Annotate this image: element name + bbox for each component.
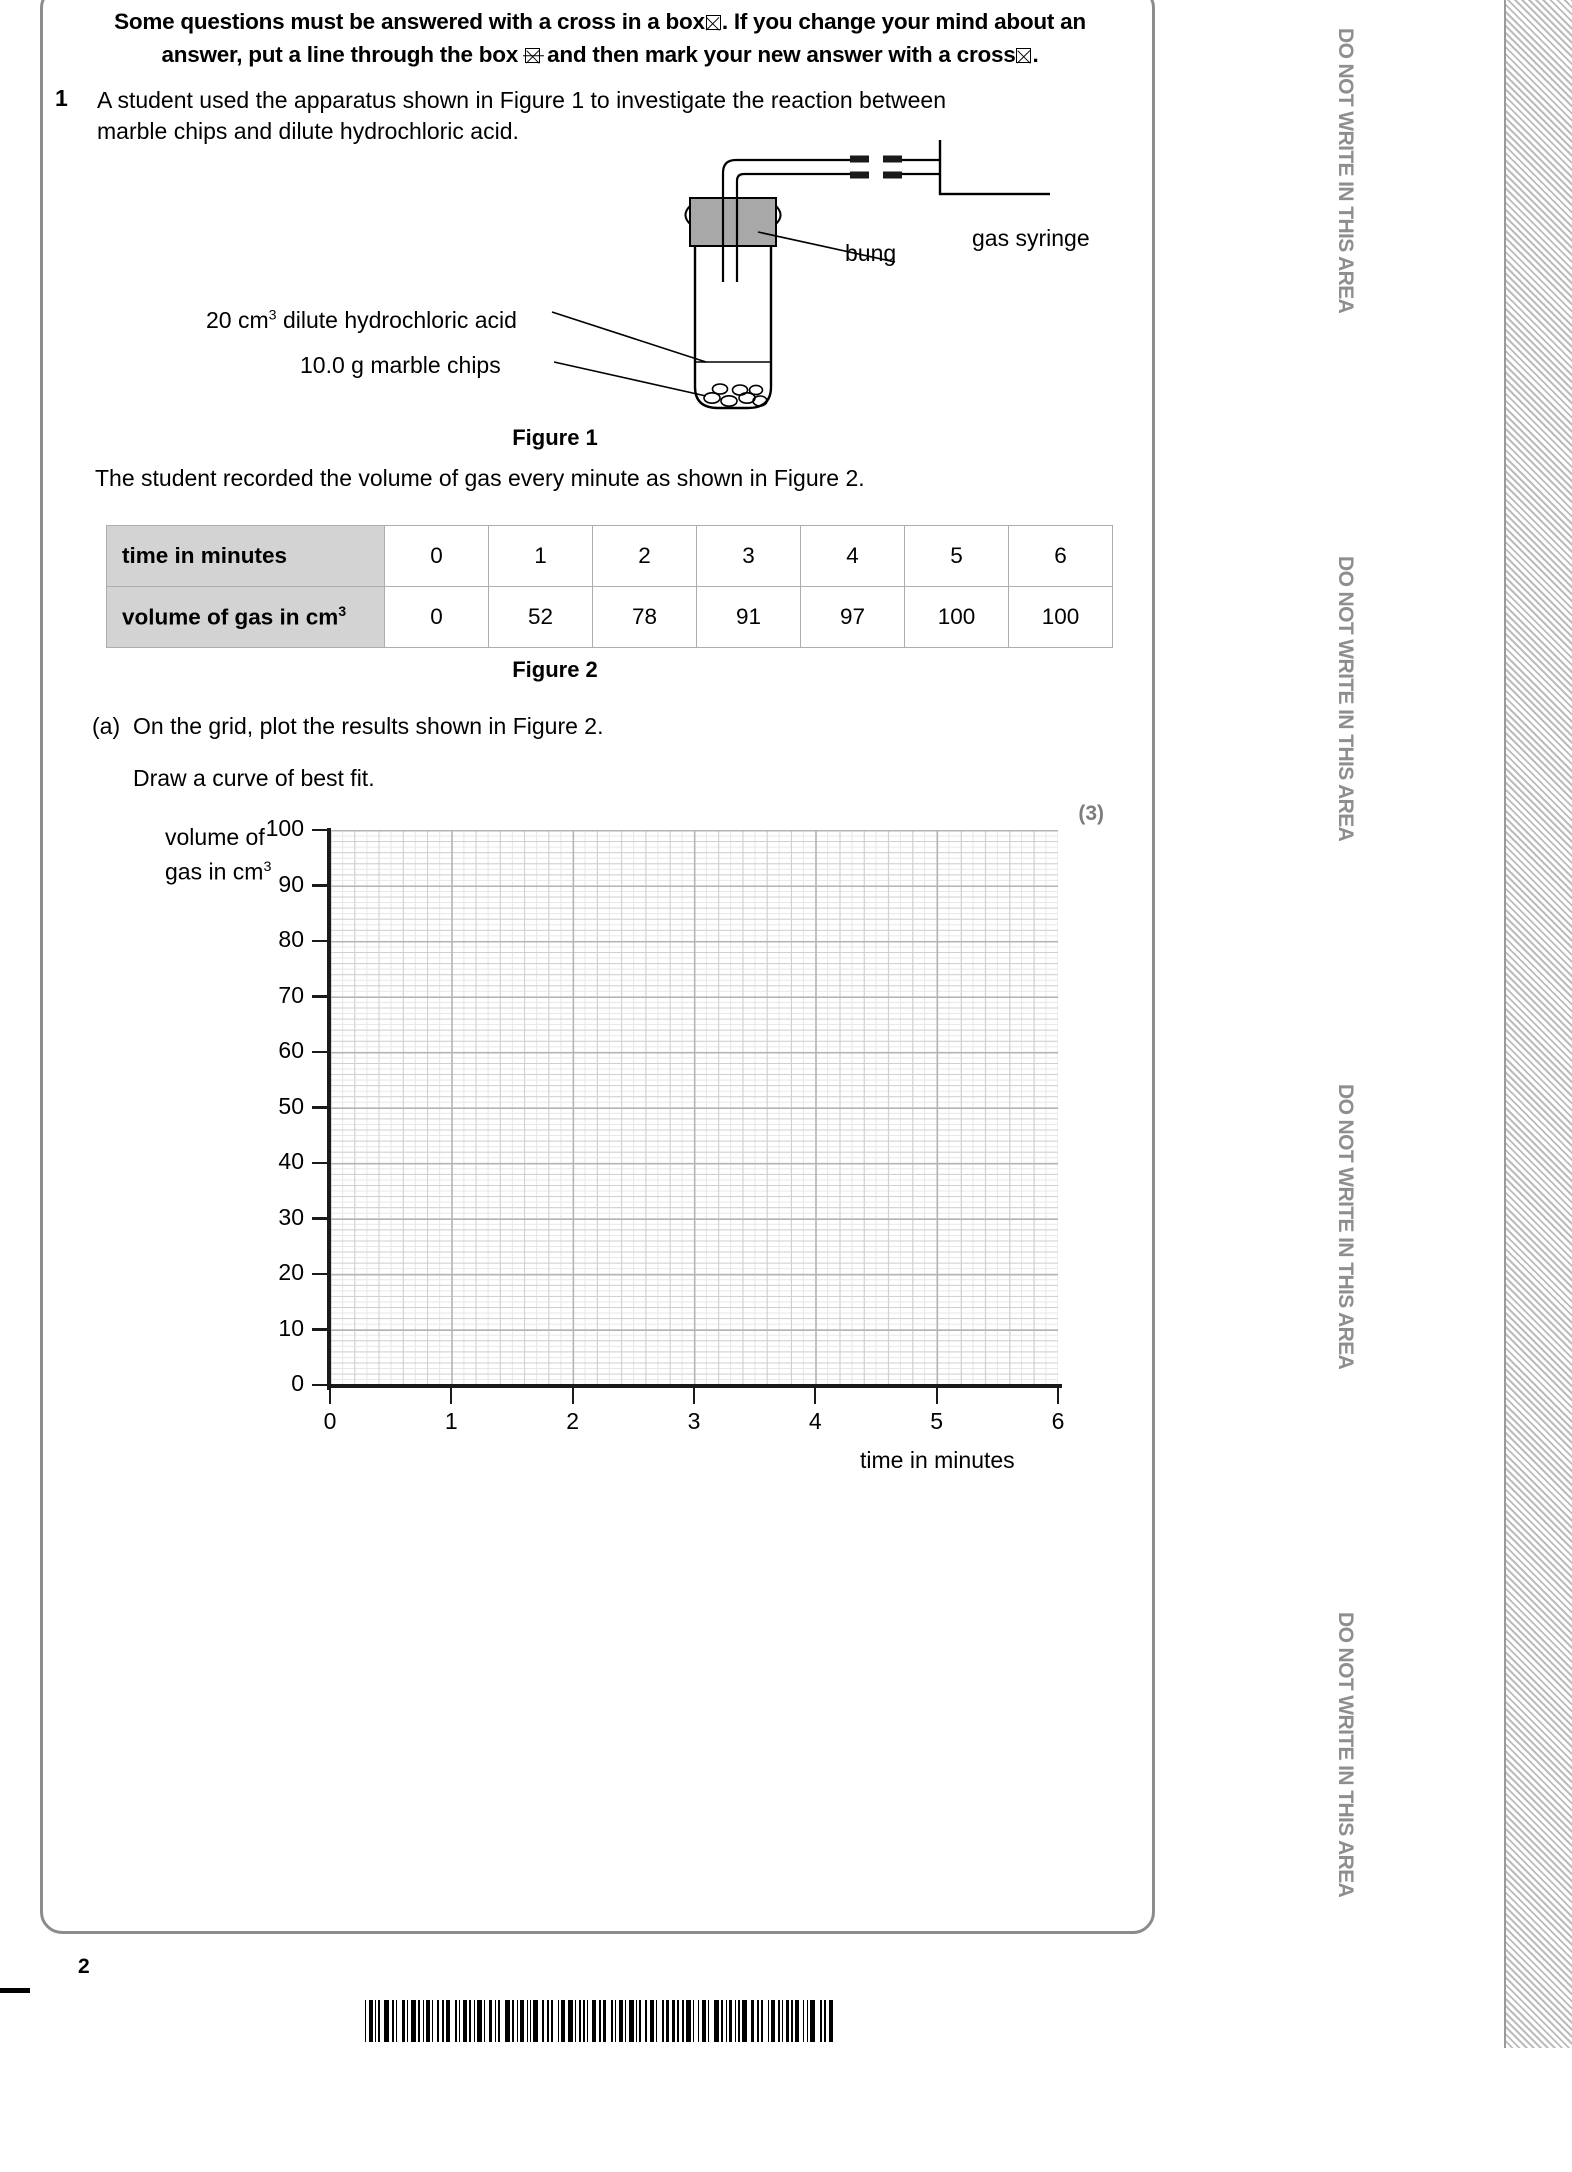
question-number: 1 [55, 85, 68, 111]
table-cell-volume-2: 78 [593, 587, 697, 648]
instruction-line2-part3: . [1032, 42, 1039, 67]
gas-syringe-barrel [940, 140, 1050, 194]
table-cell-volume-5: 100 [905, 587, 1009, 648]
table-row-header-volume-text: volume of gas in cm [122, 604, 339, 630]
y-tick-10 [312, 1328, 328, 1330]
marble-chips-icon [704, 384, 767, 406]
instruction-line1-part2: . If you change your mind about an [721, 9, 1086, 34]
x-tick-label-1: 1 [444, 1408, 458, 1434]
y-axis-line [327, 828, 331, 1390]
x-tick-label-4: 4 [808, 1408, 822, 1434]
table-cell-time-1: 1 [489, 526, 593, 587]
y-tick-label-0: 0 [291, 1370, 304, 1396]
sidebar-notice-2: DO NOT WRITE IN THIS AREA [1334, 556, 1357, 842]
x-tick-1 [450, 1388, 452, 1404]
table-row-time [107, 526, 1113, 587]
table-cell-volume-6: 100 [1009, 587, 1113, 648]
sidebar-notice-4: DO NOT WRITE IN THIS AREA [1334, 1612, 1357, 1898]
y-axis-label-line2: gas in cm [165, 858, 264, 885]
x-tick-3 [693, 1388, 695, 1404]
x-tick-label-0: 0 [323, 1408, 337, 1434]
label-acid-rest: dilute hydrochloric acid [276, 307, 517, 333]
instruction-line2-part2: and then mark your new answer with a cross [547, 42, 1016, 67]
sidebar-border [1504, 0, 1506, 2048]
table-row-header-volume-sup: 3 [338, 603, 347, 620]
y-tick-label-70: 70 [278, 981, 304, 1008]
bung-shape [690, 198, 776, 246]
table-cell-time-3: 3 [697, 526, 801, 587]
y-tick-90 [312, 884, 328, 886]
sidebar-notice-3: DO NOT WRITE IN THIS AREA [1334, 1084, 1357, 1370]
instruction-header [70, 5, 1130, 71]
figure2-caption: Figure 2 [512, 657, 598, 682]
leader-line-acid [552, 312, 706, 362]
label-acid-sup: 3 [268, 307, 277, 324]
y-tick-label-30: 30 [278, 1203, 304, 1230]
y-axis-label-line1: volume of [165, 824, 265, 850]
struck-cross-box-icon [525, 48, 540, 63]
x-tick-label-5: 5 [930, 1408, 944, 1434]
y-tick-label-80: 80 [278, 926, 304, 952]
page-number: 2 [78, 1955, 90, 1978]
x-tick-label-3: 3 [687, 1408, 701, 1434]
y-tick-label-50: 50 [278, 1092, 304, 1119]
cross-box-icon [706, 15, 721, 30]
x-tick-label-6: 6 [1051, 1408, 1065, 1434]
table-cell-time-2: 2 [593, 526, 697, 587]
sidebar-hatch-pattern [1504, 0, 1572, 2048]
y-tick-40 [312, 1162, 328, 1164]
table-row-header-volume [107, 587, 385, 648]
test-tube-outline [695, 228, 771, 408]
tube-connector-gap-bottom [869, 172, 883, 179]
table-cell-volume-1: 52 [489, 587, 593, 648]
y-tick-0 [312, 1384, 328, 1386]
question-stem: A student used the apparatus shown in Figure 1 to investigate the reaction between marble chips and dilute hydrochloric acid. [97, 87, 947, 144]
x-tick-2 [572, 1388, 574, 1404]
figure1-apparatus-diagram [150, 140, 1050, 430]
y-tick-label-10: 10 [278, 1314, 304, 1341]
x-tick-0 [329, 1388, 331, 1404]
tube-connector-gap-top [869, 156, 883, 163]
x-tick-4 [814, 1388, 816, 1404]
x-tick-5 [936, 1388, 938, 1404]
y-tick-label-60: 60 [278, 1037, 304, 1063]
table-cell-volume-0: 0 [385, 587, 489, 648]
label-dilute-hydrochloric-acid [206, 307, 517, 334]
part-a-label: (a) [92, 713, 121, 739]
footer-crop-mark [0, 1988, 30, 1993]
y-tick-label-100: 100 [265, 815, 304, 841]
instruction-line1-part1: Some questions must be answered with a cross in a box [114, 9, 705, 34]
answer-graph[interactable] [130, 815, 1110, 1473]
do-not-write-sidebar [1372, 0, 1572, 2048]
leader-line-marble [554, 362, 706, 396]
label-marble-chips: 10.0 g marble chips [300, 352, 501, 378]
table-cell-volume-3: 91 [697, 587, 801, 648]
y-tick-60 [312, 1051, 328, 1053]
sidebar-notice-1: DO NOT WRITE IN THIS AREA [1334, 28, 1357, 314]
label-acid-volume: 20 cm [206, 307, 269, 333]
graph-grid[interactable] [330, 830, 1058, 1385]
y-tick-label-20: 20 [278, 1259, 304, 1285]
y-tick-20 [312, 1273, 328, 1275]
table-row-header-time: time in minutes [107, 526, 385, 587]
marks-allocation: (3) [1078, 802, 1104, 825]
y-tick-100 [312, 829, 328, 831]
part-a-instruction-2: Draw a curve of best fit. [133, 765, 375, 791]
y-tick-30 [312, 1217, 328, 1219]
table-cell-time-6: 6 [1009, 526, 1113, 587]
part-a-instruction-1: On the grid, plot the results shown in Figure 2. [133, 713, 604, 739]
paragraph-recorded-volume: The student recorded the volume of gas every minute as shown in Figure 2. [95, 465, 865, 491]
table-cell-volume-4: 97 [801, 587, 905, 648]
table-cell-time-5: 5 [905, 526, 1009, 587]
x-axis-label: time in minutes [860, 1447, 1015, 1473]
table-row-volume [107, 587, 1113, 648]
x-tick-6 [1057, 1388, 1059, 1404]
cross-box-icon-2 [1016, 48, 1031, 63]
y-tick-80 [312, 940, 328, 942]
label-gas-syringe: gas syringe [972, 225, 1090, 251]
y-axis-label-sup: 3 [263, 859, 272, 875]
table-cell-time-4: 4 [801, 526, 905, 587]
x-tick-label-2: 2 [566, 1408, 580, 1434]
label-bung: bung [845, 240, 897, 266]
y-tick-70 [312, 995, 328, 997]
figure1-caption: Figure 1 [512, 425, 598, 450]
y-tick-label-40: 40 [278, 1148, 304, 1174]
barcode [365, 2000, 835, 2042]
y-tick-label-90: 90 [278, 870, 304, 897]
instruction-line2-part1: answer, put a line through the box [161, 42, 519, 67]
results-table [106, 525, 1113, 648]
y-tick-50 [312, 1106, 328, 1108]
table-cell-time-0: 0 [385, 526, 489, 587]
